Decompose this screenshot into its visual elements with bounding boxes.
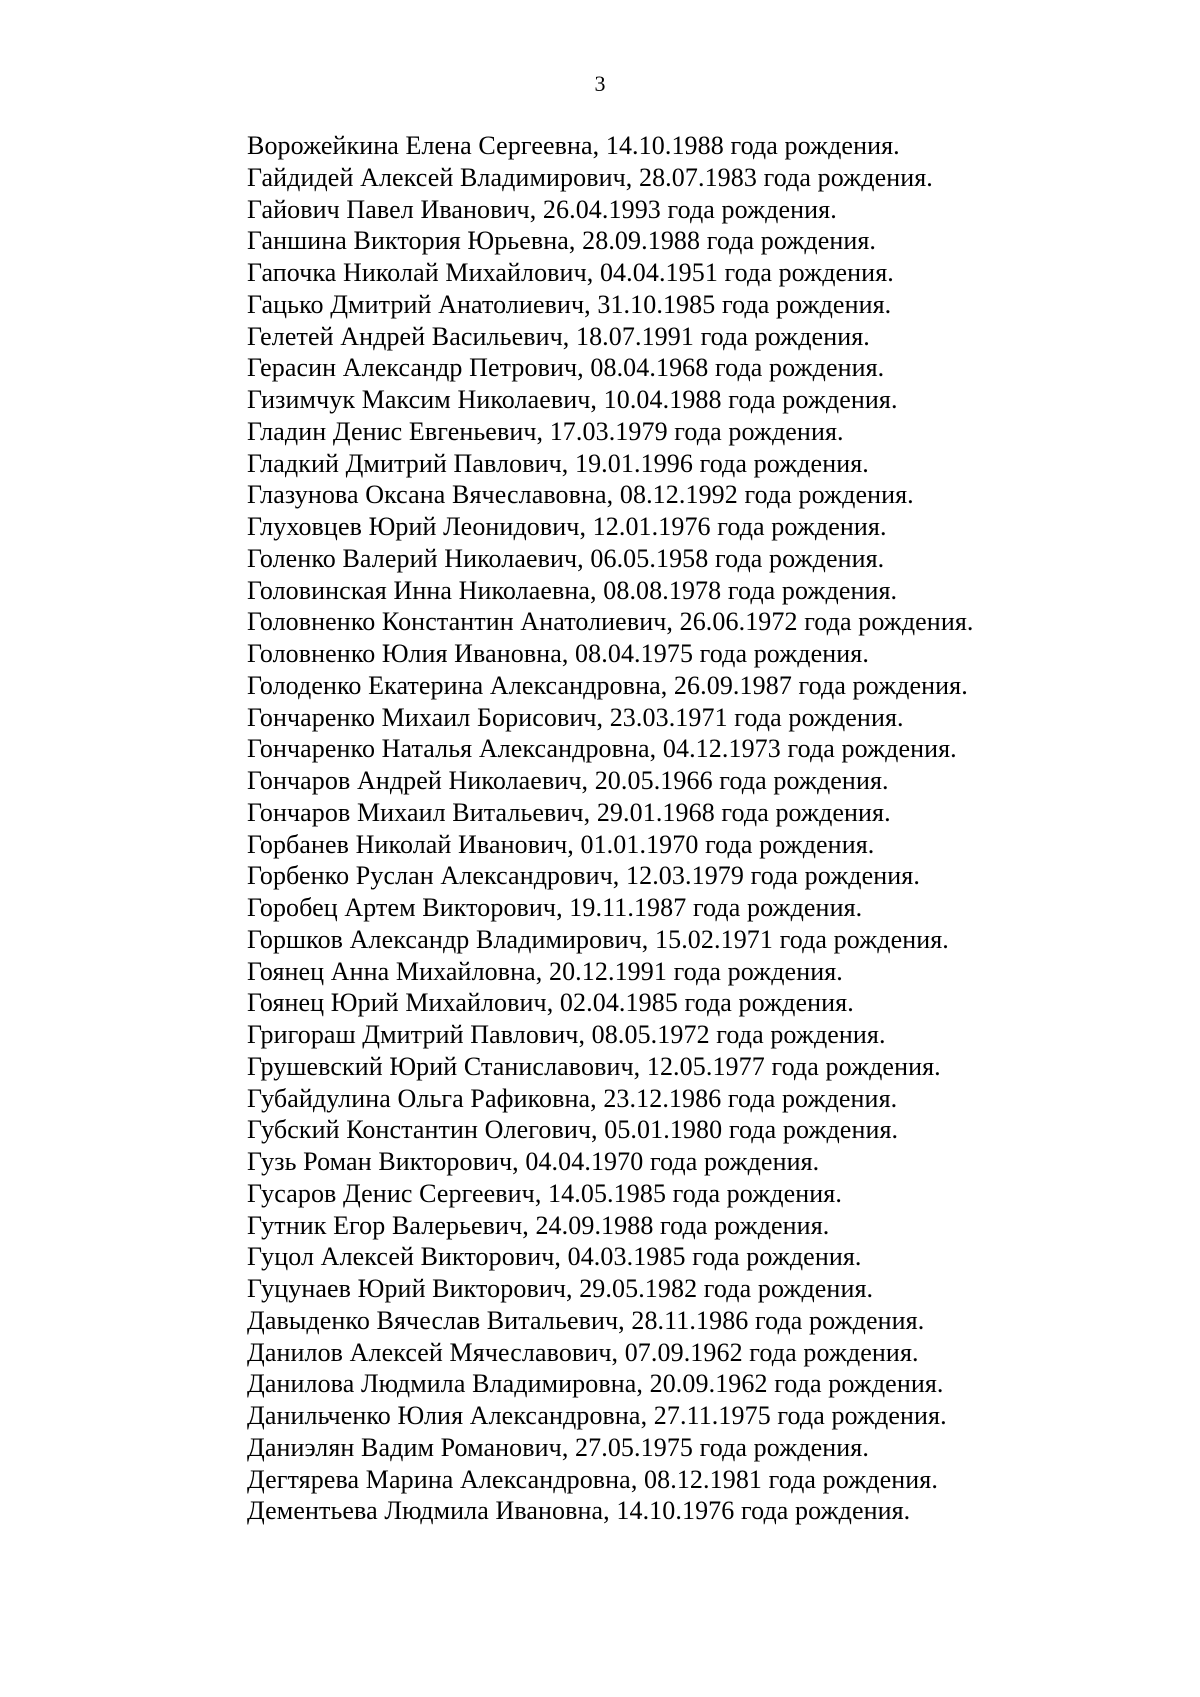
person-entry: Гапочка Николай Михайлович, 04.04.1951 года рождения. bbox=[247, 258, 894, 287]
person-entry: Дегтярева Марина Александровна, 08.12.1981 года рождения. bbox=[247, 1464, 938, 1494]
person-entry: Горбанев Николай Иванович, 01.01.1970 года рождения. bbox=[247, 829, 875, 859]
person-entry: Гуцол Алексей Викторович, 04.03.1985 года рождения. bbox=[247, 1242, 862, 1272]
person-entry: Гончаренко Наталья Александровна, 04.12.1973 года рождения. bbox=[247, 734, 957, 764]
person-entry: Данильченко Юлия Александровна, 27.11.1975 года рождения. bbox=[247, 1401, 947, 1430]
page-number: 3 bbox=[594, 71, 606, 96]
person-entry: Глазунова Оксана Вячеславовна, 08.12.1992 года рождения. bbox=[247, 480, 914, 510]
person-entry: Ворожейкина Елена Сергеевна, 14.10.1988 года рождения. bbox=[247, 131, 900, 160]
person-entry: Григораш Дмитрий Павлович, 08.05.1972 года рождения. bbox=[247, 1020, 886, 1049]
person-entry: Гузь Роман Викторович, 04.04.1970 года рождения. bbox=[247, 1147, 820, 1176]
person-entry: Головинская Инна Николаевна, 08.08.1978 года рождения. bbox=[247, 575, 898, 605]
person-entry: Даниэлян Вадим Романович, 27.05.1975 года рождения. bbox=[247, 1432, 869, 1462]
person-entry: Гладкий Дмитрий Павлович, 19.01.1996 года рождения. bbox=[247, 448, 869, 478]
person-entry: Гайдидей Алексей Владимирович, 28.07.1983 года рождения. bbox=[247, 162, 933, 192]
person-entry: Гончаров Андрей Николаевич, 20.05.1966 года рождения. bbox=[247, 766, 889, 795]
person-entry: Гоянец Анна Михайловна, 20.12.1991 года рождения. bbox=[247, 956, 843, 986]
person-entry: Дементьева Людмила Ивановна, 14.10.1976 года рождения. bbox=[247, 1496, 911, 1526]
person-list bbox=[247, 130, 974, 1527]
person-entry: Головненко Юлия Ивановна, 08.04.1975 года рождения. bbox=[247, 639, 869, 668]
person-entry: Данилова Людмила Владимировна, 20.09.1962 года рождения. bbox=[247, 1369, 944, 1399]
person-entry: Гладин Денис Евгеньевич, 17.03.1979 года рождения. bbox=[247, 416, 844, 446]
person-entry: Гончаренко Михаил Борисович, 23.03.1971 года рождения. bbox=[247, 702, 904, 732]
person-entry: Горбенко Руслан Александрович, 12.03.1979 года рождения. bbox=[247, 861, 920, 891]
person-entry: Герасин Александр Петрович, 08.04.1968 года рождения. bbox=[247, 353, 885, 383]
person-entry: Гуцунаев Юрий Викторович, 29.05.1982 года рождения. bbox=[247, 1274, 874, 1303]
person-entry: Гусаров Денис Сергеевич, 14.05.1985 года рождения. bbox=[247, 1178, 842, 1208]
person-entry: Горобец Артем Викторович, 19.11.1987 года рождения. bbox=[247, 893, 863, 922]
person-entry: Губайдулина Ольга Рафиковна, 23.12.1986 года рождения. bbox=[247, 1083, 898, 1113]
person-entry: Головненко Константин Анатолиевич, 26.06.1972 года рождения. bbox=[247, 607, 974, 637]
person-entry: Грушевский Юрий Станиславович, 12.05.1977 года рождения. bbox=[247, 1051, 941, 1081]
person-entry: Гацько Дмитрий Анатолиевич, 31.10.1985 года рождения. bbox=[247, 289, 892, 319]
person-entry: Голоденко Екатерина Александровна, 26.09.1987 года рождения. bbox=[247, 670, 968, 700]
person-entry: Гутник Егор Валерьевич, 24.09.1988 года рождения. bbox=[247, 1210, 830, 1240]
person-entry: Голенко Валерий Николаевич, 06.05.1958 года рождения. bbox=[247, 543, 885, 573]
person-entry: Гайович Павел Иванович, 26.04.1993 года рождения. bbox=[247, 194, 837, 224]
person-entry: Губский Константин Олегович, 05.01.1980 года рождения. bbox=[247, 1115, 899, 1145]
person-entry: Гелетей Андрей Васильевич, 18.07.1991 года рождения. bbox=[247, 321, 870, 351]
person-entry: Горшков Александр Владимирович, 15.02.1971 года рождения. bbox=[247, 924, 949, 954]
person-entry: Глуховцев Юрий Леонидович, 12.01.1976 года рождения. bbox=[247, 512, 887, 541]
person-entry: Гизимчук Максим Николаевич, 10.04.1988 года рождения. bbox=[247, 385, 898, 414]
person-entry: Гончаров Михаил Витальевич, 29.01.1968 года рождения. bbox=[247, 797, 891, 827]
person-entry: Гоянец Юрий Михайлович, 02.04.1985 года рождения. bbox=[247, 988, 854, 1018]
person-entry: Данилов Алексей Мячеславович, 07.09.1962 года рождения. bbox=[247, 1337, 919, 1367]
person-entry: Ганшина Виктория Юрьевна, 28.09.1988 года рождения. bbox=[247, 226, 877, 256]
person-entry: Давыденко Вячеслав Витальевич, 28.11.1986 года рождения. bbox=[247, 1305, 925, 1335]
